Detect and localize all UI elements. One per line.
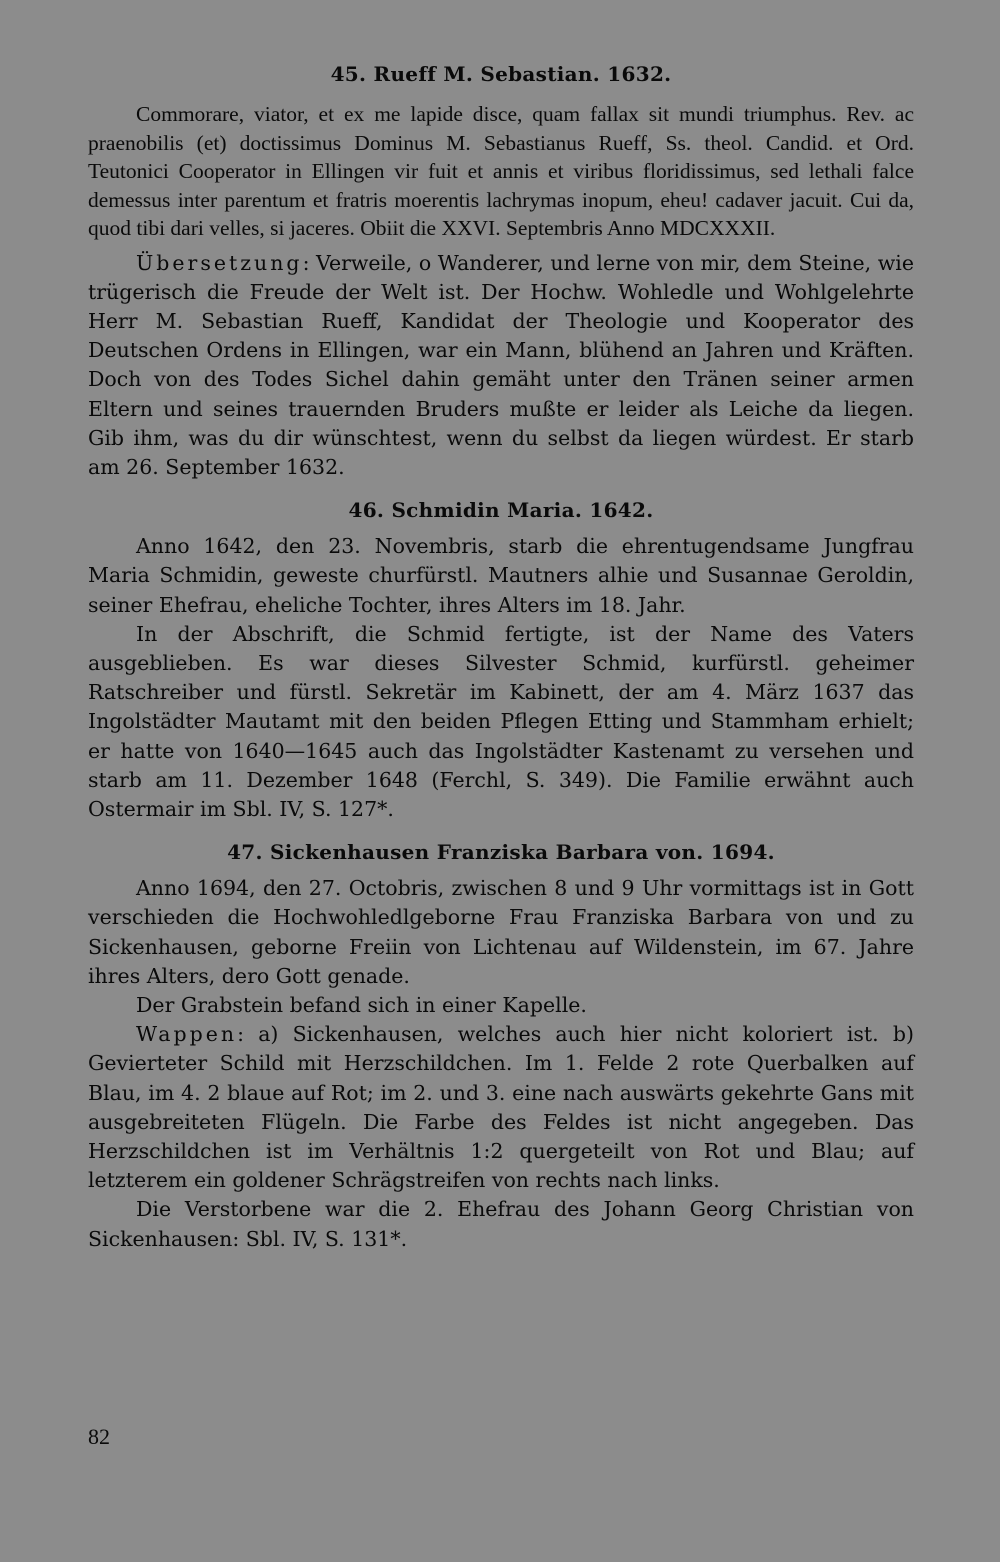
entry-47-paragraph-2: Der Grabstein befand sich in einer Kapelle. — [136, 992, 587, 1017]
entry-47-paragraph-4: Die Verstorbene war die 2. Ehefrau des Johann Georg Christian von Sickenhausen: Sbl. IV, S. 131*. — [88, 1197, 914, 1251]
entry-45-latin-inscription: Commorare, viator, et ex me lapide disce, quam fallax sit mundi triumphus. Rev. ac praenobilis (et) doctissimus Dominus M. Sebastianus Rueff, Ss. theol. Candid. et Ord. Teutonici Cooperator in Ellingen vir fuit et annis et viribus floridissimus, sed lethali falce demessus inter parentum et fratris moerentis lachrymas inopum, eheu! cadaver jacuit. Cui da, quod tibi dari velles, si jaceres. Obiit die XXVI. Septembris Anno MDCXXXII. — [88, 102, 914, 240]
translation-label: Übersetzung — [136, 250, 303, 275]
entry-45-translation — [88, 249, 914, 483]
page-content — [88, 62, 914, 1254]
entry-47-heading: 47. Sickenhausen Franziska Barbara von. 1694. — [227, 840, 775, 865]
entry-47-wappen — [88, 1020, 914, 1195]
entry-45-heading: 45. Rueff M. Sebastian. 1632. — [330, 62, 672, 86]
wappen-label: Wappen — [136, 1022, 238, 1047]
entry-46-paragraph-2: In der Abschrift, die Schmid fertigte, ist der Name des Vaters ausgeblieben. Es war dieses Silvester Schmid, kurfürstl. geheimer Ratschreiber und fürstl. Sekretär im Kabinett, der am 4. März 1637 das Ingolstädter Mautamt mit den beiden Pflegen Etting und Stammham erhielt; er hatte von 1640—1645 auch das Ingolstädter Kastenamt zu versehen und starb am 11. Dezember 1648 (Ferchl, S. 349). Die Familie erwähnt auch Ostermair im Sbl. IV, S. 127*. — [88, 621, 914, 821]
entry-46-paragraph-1: Anno 1642, den 23. Novembris, starb die ehrentugendsame Jungfrau Maria Schmidin, geweste churfürstl. Mautners alhie und Susannae Geroldin, seiner Ehefrau, eheliche Tochter, ihres Alters im 18. Jahr. — [88, 534, 914, 617]
translation-text: : Verweile, o Wanderer, und lerne von mir, dem Steine, wie trügerisch die Freude der Welt ist. Der Hochw. Wohledle und Wohlgelehrte Herr M. Sebastian Rueff, Kandidat der Theologie und Kooperator des Deutschen Ordens in Ellingen, war ein Mann, blühend an Jahren und Kräften. Doch von des Todes Sichel dahin gemäht unter den Tränen seiner armen Eltern und seines trauernden Bruders mußte er leider als Leiche da liegen. Gib ihm, was du dir wünschtest, wenn du selbst da liegen würdest. Er starb am 26. September 1632. — [88, 250, 914, 479]
entry-47-paragraph-1: Anno 1694, den 27. Octobris, zwischen 8 und 9 Uhr vormittags ist in Gott verschieden die Hochwohledlgeborne Frau Franziska Barbara von und zu Sickenhausen, geborne Freiin von Lichtenau auf Wildenstein, im 67. Jahre ihres Alters, dero Gott genade. — [88, 876, 914, 988]
page-number: 82 — [88, 1424, 110, 1449]
entry-46-heading: 46. Schmidin Maria. 1642. — [348, 498, 654, 523]
wappen-text: : a) Sickenhausen, welches auch hier nicht koloriert ist. b) Gevierteter Schild mit Herzschildchen. Im 1. Felde 2 rote Querbalken auf Blau, im 4. 2 blaue auf Rot; im 2. und 3. eine nach auswärts gekehrte Gans mit ausgebreiteten Flügeln. Die Farbe des Feldes ist nicht angegeben. Das Herzschildchen ist im Verhältnis 1:2 quergeteilt von Rot und Blau; auf letzterem ein goldener Schrägstreifen von rechts nach links. — [88, 1022, 914, 1193]
